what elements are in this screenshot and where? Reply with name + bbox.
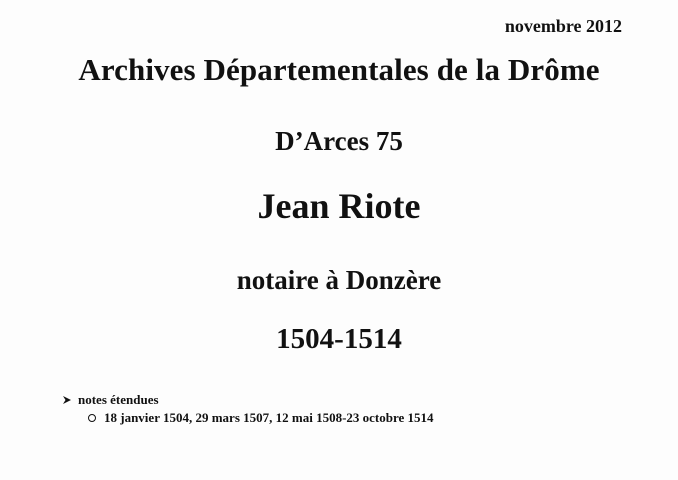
archive-title: Archives Départementales de la Drôme [78, 52, 600, 87]
notary-name: Jean Riote [257, 186, 421, 226]
notary-place: notaire à Donzère [236, 265, 442, 295]
arrow-bullet-icon [62, 395, 72, 405]
notes-item-text: 18 janvier 1504, 29 mars 1507, 12 mai 1508-23 octobre 1514 [104, 410, 434, 425]
notes-heading-label: notes étendues [78, 392, 159, 407]
notes-section [62, 392, 434, 426]
fonds-reference: D’Arces 75 [275, 126, 403, 156]
circle-bullet-icon [88, 414, 96, 422]
notes-list-item [88, 410, 434, 426]
notes-heading [62, 392, 434, 408]
document-date: novembre 2012 [504, 16, 622, 36]
year-range: 1504-1514 [276, 323, 402, 355]
